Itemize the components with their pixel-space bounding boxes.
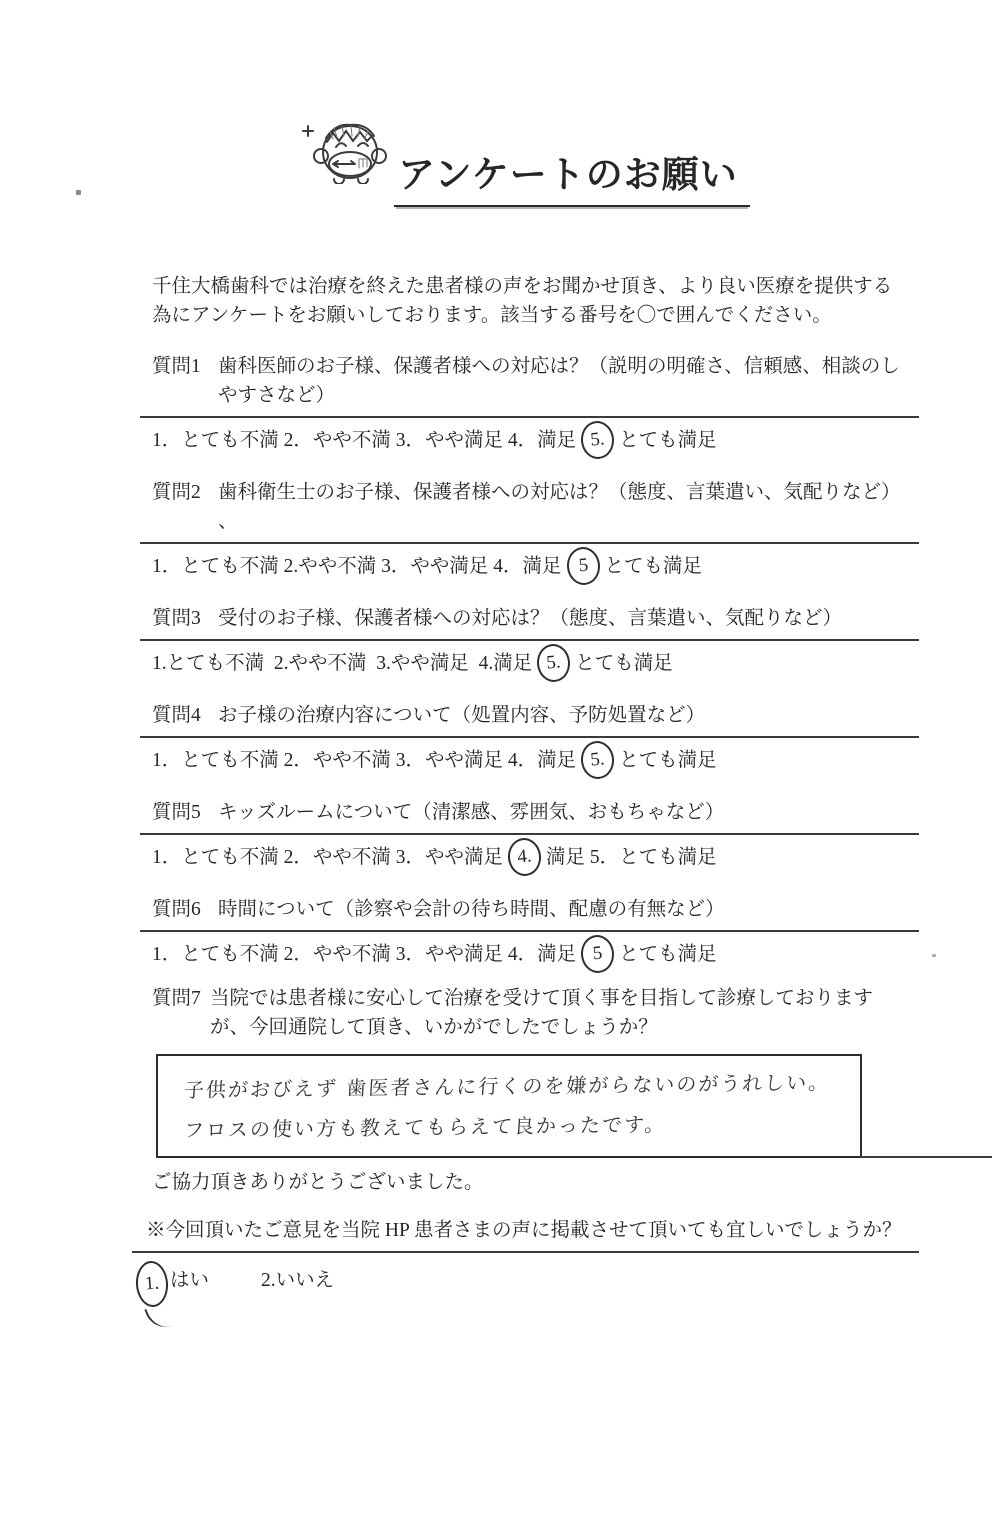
pen-stroke-tail: [144, 1302, 174, 1334]
handwritten-comment-line: 子供がおびえず 歯医者さんに行くのを嫌がらないのがうれしい。: [183, 1070, 832, 1102]
circled-answer: 5.: [536, 642, 572, 683]
question-label: 質問2: [152, 481, 201, 503]
answer-row: [152, 649, 905, 679]
answer-options: とても満足: [604, 555, 703, 577]
question-block-3: [152, 604, 905, 679]
scan-artifact-dot: [76, 190, 81, 195]
question-label: 質問5: [152, 801, 201, 823]
circled-answer: 5: [565, 545, 601, 586]
question-text: 歯科医師のお子様、保護者様への対応は？（説明の明確さ、信頼感、相談のしやすさなど）: [218, 355, 900, 406]
question-text: 時間について（診察や会計の待ち時間、配慮の有無など）: [218, 898, 725, 920]
question-block-1: [152, 352, 905, 456]
answer-options: 1．とても不満 2．やや不満 3．やや満足: [152, 846, 504, 868]
question-label: 質問1: [152, 355, 201, 377]
publish-consent-question: ※今回頂いたご意見を当院 HP 患者さまの声に掲載させて頂いても宜しいでしょうか？: [146, 1220, 902, 1242]
title-row: [300, 118, 1000, 232]
page-title: アンケートのお願い: [394, 144, 750, 207]
divider-line: [140, 542, 919, 544]
divider-line: [140, 416, 919, 418]
scan-line-artifact: [860, 1156, 992, 1158]
answer-options: 満足 5．とても満足: [546, 846, 717, 868]
answer-row: [152, 426, 905, 456]
divider-line: [140, 930, 919, 932]
answer-options: 1.とても不満 2.やや不満 3.やや満足 4.満足: [152, 652, 533, 674]
thanks-text: ご協力頂きありがとうございました。: [152, 1171, 484, 1193]
question-block-2: [152, 478, 905, 582]
answer-options: 1．とても不満 2．やや不満 3．やや満足 4．満足: [152, 943, 577, 965]
answer-options: 1．とても不満 2.やや不満 3．やや満足 4．満足: [152, 555, 562, 577]
answer-row: [152, 940, 905, 970]
circled-answer: 5: [580, 933, 616, 974]
circled-answer: 5.: [580, 419, 616, 460]
divider-line: [140, 639, 919, 641]
question-label: 質問6: [152, 898, 201, 920]
question-block-7: [152, 984, 905, 1158]
option-number: 1.: [144, 1272, 160, 1295]
answer-options: とても満足: [575, 652, 673, 674]
question-text: 当院では患者様に安心して治療を受けて頂く事を目指して診療しておりますが、今回通院して頂き、いかがでしたでしょうか？: [210, 987, 874, 1038]
question-block-4: [152, 701, 905, 776]
intro-text: 千住大橋歯科では治療を終えた患者様の声をお聞かせ頂き、より良い医療を提供する為にアンケートをお願いしております。該当する番号を〇で囲んでください。: [152, 275, 893, 326]
scan-artifact-dot: [932, 954, 936, 957]
circled-answer: 5.: [580, 739, 616, 780]
divider-line: [140, 736, 919, 738]
answer-options: 1．とても不満 2．やや不満 3．やや満足 4．満足: [152, 749, 577, 771]
circled-answer: [134, 1260, 169, 1308]
answer-row: [152, 746, 905, 776]
question-label: 質問3: [152, 607, 201, 629]
divider-line: [140, 833, 919, 835]
question-label: 質問4: [152, 704, 201, 726]
scanned-survey-page: [0, 118, 1000, 1530]
answer-options: とても満足: [619, 943, 717, 965]
question-block-6: [152, 895, 905, 970]
divider-line: [132, 1251, 919, 1253]
mascot-child-face-icon: [300, 118, 394, 184]
handwritten-comment-line: フロスの使い方も教えてもらえて良かったです。: [183, 1112, 668, 1142]
answer-options: 1．とても不満 2．やや不満 3．やや満足 4．満足: [152, 429, 577, 451]
question-label: 質問7: [152, 987, 201, 1009]
answer-row: [152, 552, 905, 582]
option-no-label: 2.いいえ: [261, 1270, 335, 1292]
survey-content: [144, 272, 905, 1298]
option-yes-label: はい: [170, 1270, 210, 1292]
circled-answer: 4.: [506, 836, 542, 877]
answer-options: とても満足: [619, 749, 717, 771]
question-text: キッズルームについて（清潔感、雰囲気、おもちゃなど）: [218, 801, 725, 823]
answer-options: とても満足: [619, 429, 717, 451]
question-text: 歯科衛生士のお子様、保護者様への対応は？（態度、言葉遣い、気配りなど） 、: [218, 481, 901, 532]
publish-options-row: [144, 1265, 905, 1297]
question-block-5: [152, 798, 905, 873]
question-text: お子様の治療内容について（処置内容、予防処置など）: [218, 704, 706, 726]
comment-box: [156, 1054, 862, 1158]
answer-row: [152, 843, 905, 873]
question-text: 受付のお子様、保護者様への対応は？（態度、言葉遣い、気配りなど）: [218, 607, 843, 629]
